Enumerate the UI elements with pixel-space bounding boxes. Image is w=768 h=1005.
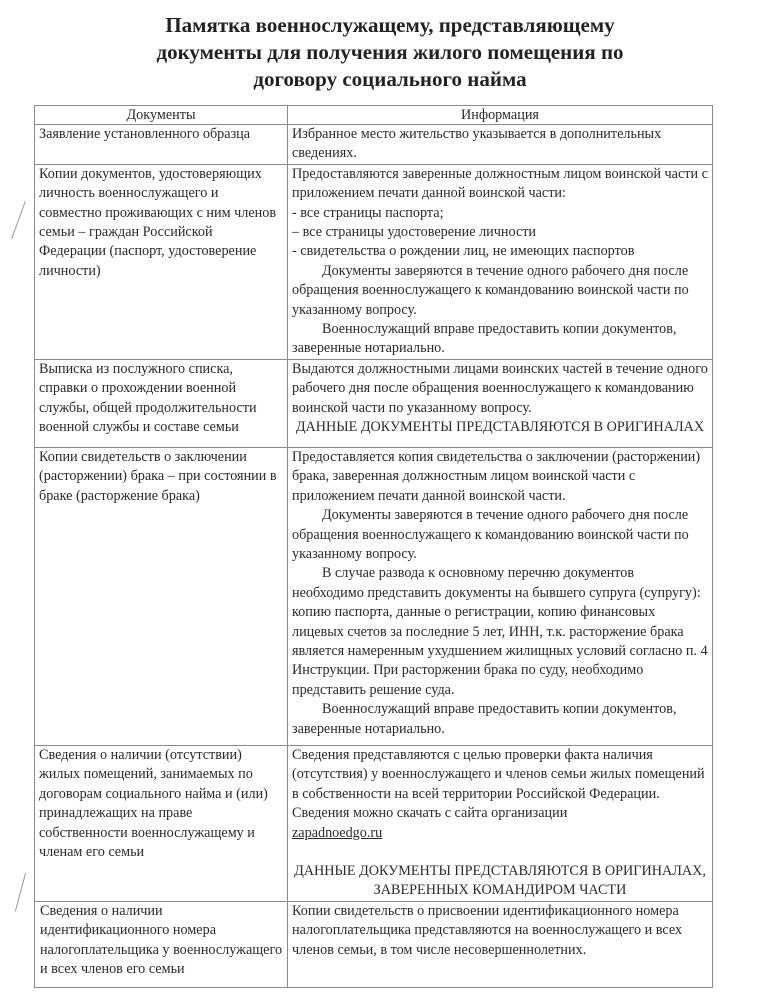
info-paragraph: Выдаются должностными лицами воинских частей в течение одного рабочего дня после обращения военнослужащего к командованию воинской части по указанному вопросу. (292, 360, 708, 416)
info-list-item: - свидетельства о рождении лиц, не имеющих паспортов (292, 243, 635, 260)
table-row (35, 745, 713, 901)
info-paragraph: В случае развода к основному перечню документов необходимо представить документы на бывшего супруга (супругу): копию паспорта, данные о регистрации, копию финансовых лицевых счетов за последние 5 лет, ИНН, т.к. расторжение брака является намеренным ухудшением жилищных условий согласно п. 4 Инструкции. При расторжении брака по суду, необходимо представить решение суда. (292, 565, 708, 698)
title-line: документы для получения жилого помещения по (156, 40, 624, 64)
info-list-item: - все страницы паспорта; (292, 204, 444, 221)
table-row (35, 901, 713, 987)
info-paragraph: Сведения представляются с целью проверки факта наличия (отсутствия) у военнослужащего и членов семьи жилых помещений в собственности на всей территории Российской Федерации. Сведения можно скачать с сайта организации (292, 746, 705, 822)
info-paragraph: Военнослужащий вправе предоставить копии документов, заверенные нотариально. (292, 701, 677, 737)
document-cell: Сведения о наличии (отсутствии) жилых помещений, занимаемых по договорам социального найма и (или) принадлежащих на праве собственности военнослужащему и членам его семьи (35, 745, 288, 901)
document-cell: Копии свидетельств о заключении (расторжении) брака – при состоянии в браке (расторжение брака) (35, 447, 288, 745)
title-line: договору социального найма (253, 67, 527, 91)
document-cell: Выписка из послужного списка, справки о прохождении военной службы, общей продолжительности военной службы и составе семьи (35, 359, 288, 447)
info-cell (288, 901, 713, 987)
info-paragraph: Документы заверяются в течение одного рабочего дня после обращения военнослужащего к командованию воинской части по указанному вопросу. (292, 262, 689, 318)
document-cell: Заявление установленного образца (35, 125, 288, 165)
table-row (35, 447, 713, 745)
document-cell: Копии документов, удостоверяющих личность военнослужащего и совместно проживающих с ним членов семьи – граждан Российской Федерации (паспорт, удостоверение личности) (35, 164, 288, 359)
documents-table (34, 105, 713, 988)
info-cell (288, 125, 713, 165)
info-cell (288, 164, 713, 359)
title-line: Памятка военнослужащему, представляющему (165, 13, 615, 37)
info-paragraph: Копии свидетельств о присвоении идентификационного номера налогоплательщика представляются на военнослужащего и всех членов семьи, в том числе несовершеннолетних. (292, 902, 683, 958)
pen-mark (15, 873, 26, 912)
table-row (35, 125, 713, 165)
info-paragraph: Военнослужащий вправе предоставить копии документов, заверенные нотариально. (292, 321, 677, 357)
originals-notice: ДАННЫЕ ДОКУМЕНТЫ ПРЕДСТАВЛЯЮТСЯ В ОРИГИНАЛАХ, ЗАВЕРЕННЫХ КОМАНДИРОМ ЧАСТИ (294, 862, 706, 899)
column-header-documents: Документы (35, 106, 288, 125)
table-row (35, 359, 713, 447)
column-header-information: Информация (288, 106, 713, 125)
info-cell (288, 359, 713, 447)
document-cell: Сведения о наличии идентификационного номера налогоплательщика у военнослужащего и всех членов его семьи (35, 901, 288, 987)
info-paragraph: Документы заверяются в течение одного рабочего дня после обращения военнослужащего к командованию воинской части по указанному вопросу. (292, 507, 689, 562)
info-paragraph: Избранное место жительство указывается в дополнительных сведениях. (292, 126, 662, 162)
page-title (100, 12, 680, 93)
pen-mark (11, 201, 26, 239)
info-cell (288, 447, 713, 745)
table-row (35, 164, 713, 359)
website-link[interactable]: zapadnoedgo.ru (292, 824, 383, 841)
info-list-item: – все страницы удостоверение личности (292, 224, 537, 241)
info-paragraph: Предоставляется копия свидетельства о заключении (расторжении) брака, заверенная должностным лицом воинской части с приложением печати данной воинской части. (292, 448, 701, 504)
table-header-row (35, 106, 713, 125)
info-paragraph: Предоставляются заверенные должностным лицом воинской части с приложением печати данной воинской части: (292, 165, 708, 202)
originals-notice: ДАННЫЕ ДОКУМЕНТЫ ПРЕДСТАВЛЯЮТСЯ В ОРИГИНАЛАХ (295, 419, 705, 436)
info-cell (288, 745, 713, 901)
